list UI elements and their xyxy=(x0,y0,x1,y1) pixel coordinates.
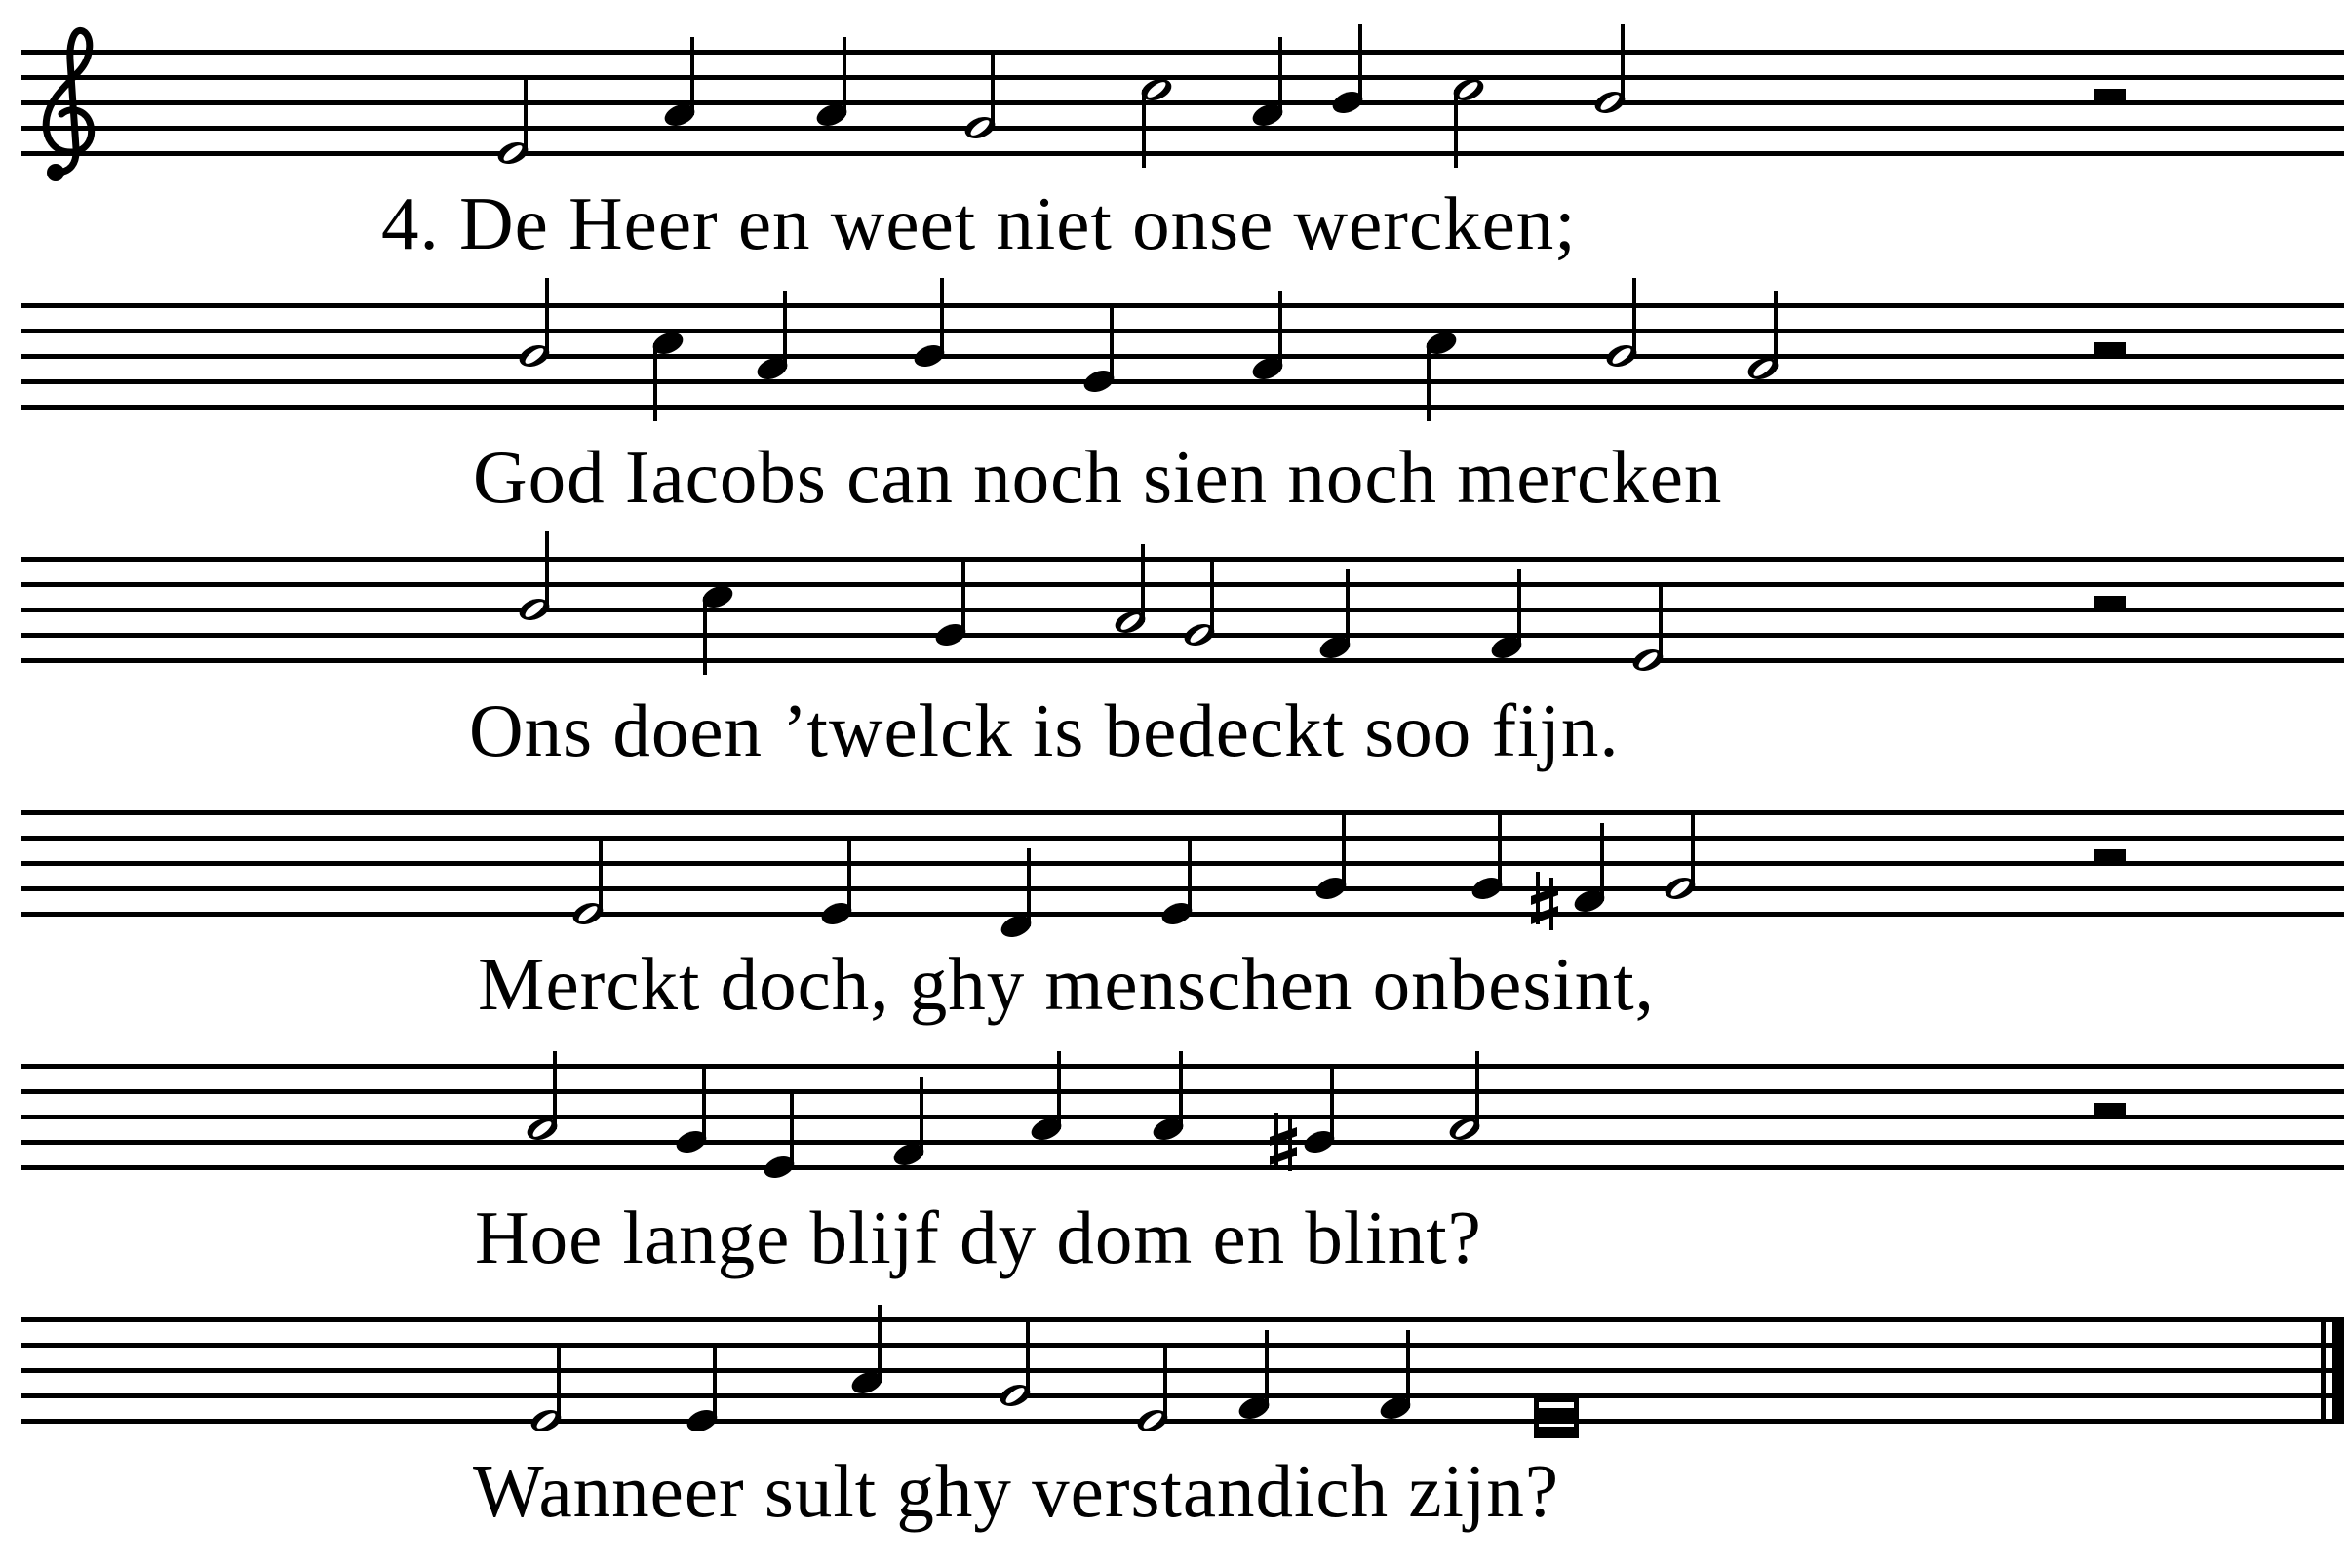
half-rest xyxy=(2094,1103,2126,1117)
note-stem xyxy=(843,37,846,115)
final-barline-thick xyxy=(2332,1317,2344,1424)
breve-bar xyxy=(1534,1394,1579,1402)
staff-line xyxy=(21,1343,2344,1348)
note-stem xyxy=(1027,848,1031,926)
staff-line xyxy=(21,379,2344,384)
note-stem xyxy=(1163,1343,1167,1421)
note-stem xyxy=(783,291,787,369)
note-stem xyxy=(1141,544,1145,622)
breve-bar xyxy=(1534,1427,1579,1438)
note-stem xyxy=(1057,1051,1061,1129)
staff-line xyxy=(21,126,2344,131)
note-stem xyxy=(1427,343,1431,421)
sharp-icon xyxy=(1531,872,1558,930)
note-stem xyxy=(599,836,603,914)
note-stem xyxy=(713,1343,717,1421)
note-stem xyxy=(1342,810,1346,888)
half-rest xyxy=(2094,89,2126,102)
lyric-line-5: Hoe lange blijf dy dom en blint? xyxy=(475,1196,1482,1279)
note-stem xyxy=(1774,291,1778,369)
note-stem xyxy=(545,278,549,356)
note-stem xyxy=(847,836,851,914)
half-rest xyxy=(2094,849,2126,863)
note-stem xyxy=(1330,1064,1334,1142)
note-stem xyxy=(1110,303,1114,381)
lyric-line-3: Ons doen ’twelck is bedeckt soo fijn. xyxy=(469,688,1620,772)
staff-line xyxy=(21,75,2344,80)
note-stem xyxy=(1278,291,1282,369)
lyric-line-1: 4. De Heer en weet niet onse wercken; xyxy=(381,181,1577,265)
note-stem xyxy=(1454,90,1458,168)
note-stem xyxy=(1600,823,1604,901)
staff-line xyxy=(21,861,2344,866)
treble-clef-icon xyxy=(47,164,64,181)
note-stem xyxy=(1475,1051,1479,1129)
staff-line xyxy=(21,354,2344,359)
note-stem xyxy=(1346,569,1350,647)
note-stem xyxy=(1026,1317,1030,1395)
note-stem xyxy=(1142,90,1146,168)
note-stem xyxy=(1498,810,1502,888)
sharp-bar xyxy=(1531,906,1558,924)
note-stem xyxy=(920,1077,923,1155)
staff-line xyxy=(21,1419,2344,1424)
note-stem xyxy=(1265,1330,1269,1408)
staff-line xyxy=(21,1140,2344,1145)
staff-line xyxy=(21,329,2344,333)
final-breve-note xyxy=(1534,1394,1579,1438)
sharp-stroke xyxy=(1549,878,1553,930)
lyric-line-6: Wanneer sult ghy verstandich zijn? xyxy=(473,1449,1559,1533)
note-stem xyxy=(703,597,707,675)
sharp-bar xyxy=(1270,1147,1297,1165)
staff-line xyxy=(21,633,2344,638)
note-stem xyxy=(557,1343,561,1421)
note-stem xyxy=(553,1051,557,1129)
staff-line xyxy=(21,405,2344,410)
note-stem xyxy=(1659,582,1663,660)
note-stem xyxy=(702,1064,706,1142)
note-stem xyxy=(1179,1051,1183,1129)
note-stem xyxy=(653,343,657,421)
staff-line xyxy=(21,100,2344,105)
note-stem xyxy=(1517,569,1521,647)
breve-bar xyxy=(1534,1408,1579,1420)
note-stem xyxy=(1691,810,1695,888)
note-stem xyxy=(1210,557,1214,635)
note-stem xyxy=(1278,37,1282,115)
staff-line xyxy=(21,303,2344,308)
staff-line xyxy=(21,582,2344,587)
note-stem xyxy=(1188,836,1192,914)
staff-line xyxy=(21,810,2344,815)
sharp-stroke xyxy=(1288,1118,1292,1171)
staff-line xyxy=(21,151,2344,156)
note-stem xyxy=(940,278,944,356)
staff-line xyxy=(21,658,2344,663)
note-stem xyxy=(991,50,995,128)
staff-line xyxy=(21,1393,2344,1398)
lyric-line-4: Merckt doch, ghy menschen onbesint, xyxy=(478,942,1655,1026)
staff-line xyxy=(21,50,2344,55)
note-stem xyxy=(690,37,694,115)
staff-line xyxy=(21,1368,2344,1373)
staff-line xyxy=(21,886,2344,891)
half-rest xyxy=(2094,596,2126,609)
note-stem xyxy=(1632,278,1636,356)
note-stem xyxy=(878,1305,882,1383)
final-barline-thin xyxy=(2321,1317,2326,1424)
note-stem xyxy=(1621,24,1625,102)
note-stem xyxy=(1358,24,1362,102)
half-rest xyxy=(2094,342,2126,356)
staff-line xyxy=(21,557,2344,562)
staff-line xyxy=(21,608,2344,612)
note-stem xyxy=(524,75,528,153)
staff-line xyxy=(21,1165,2344,1170)
staff-line xyxy=(21,836,2344,841)
note-stem xyxy=(790,1089,794,1167)
note-stem xyxy=(961,557,965,635)
staff-line xyxy=(21,1317,2344,1322)
note-stem xyxy=(545,531,549,609)
lyric-line-2: God Iacobs can noch sien noch mercken xyxy=(473,435,1723,519)
note-stem xyxy=(1406,1330,1410,1408)
